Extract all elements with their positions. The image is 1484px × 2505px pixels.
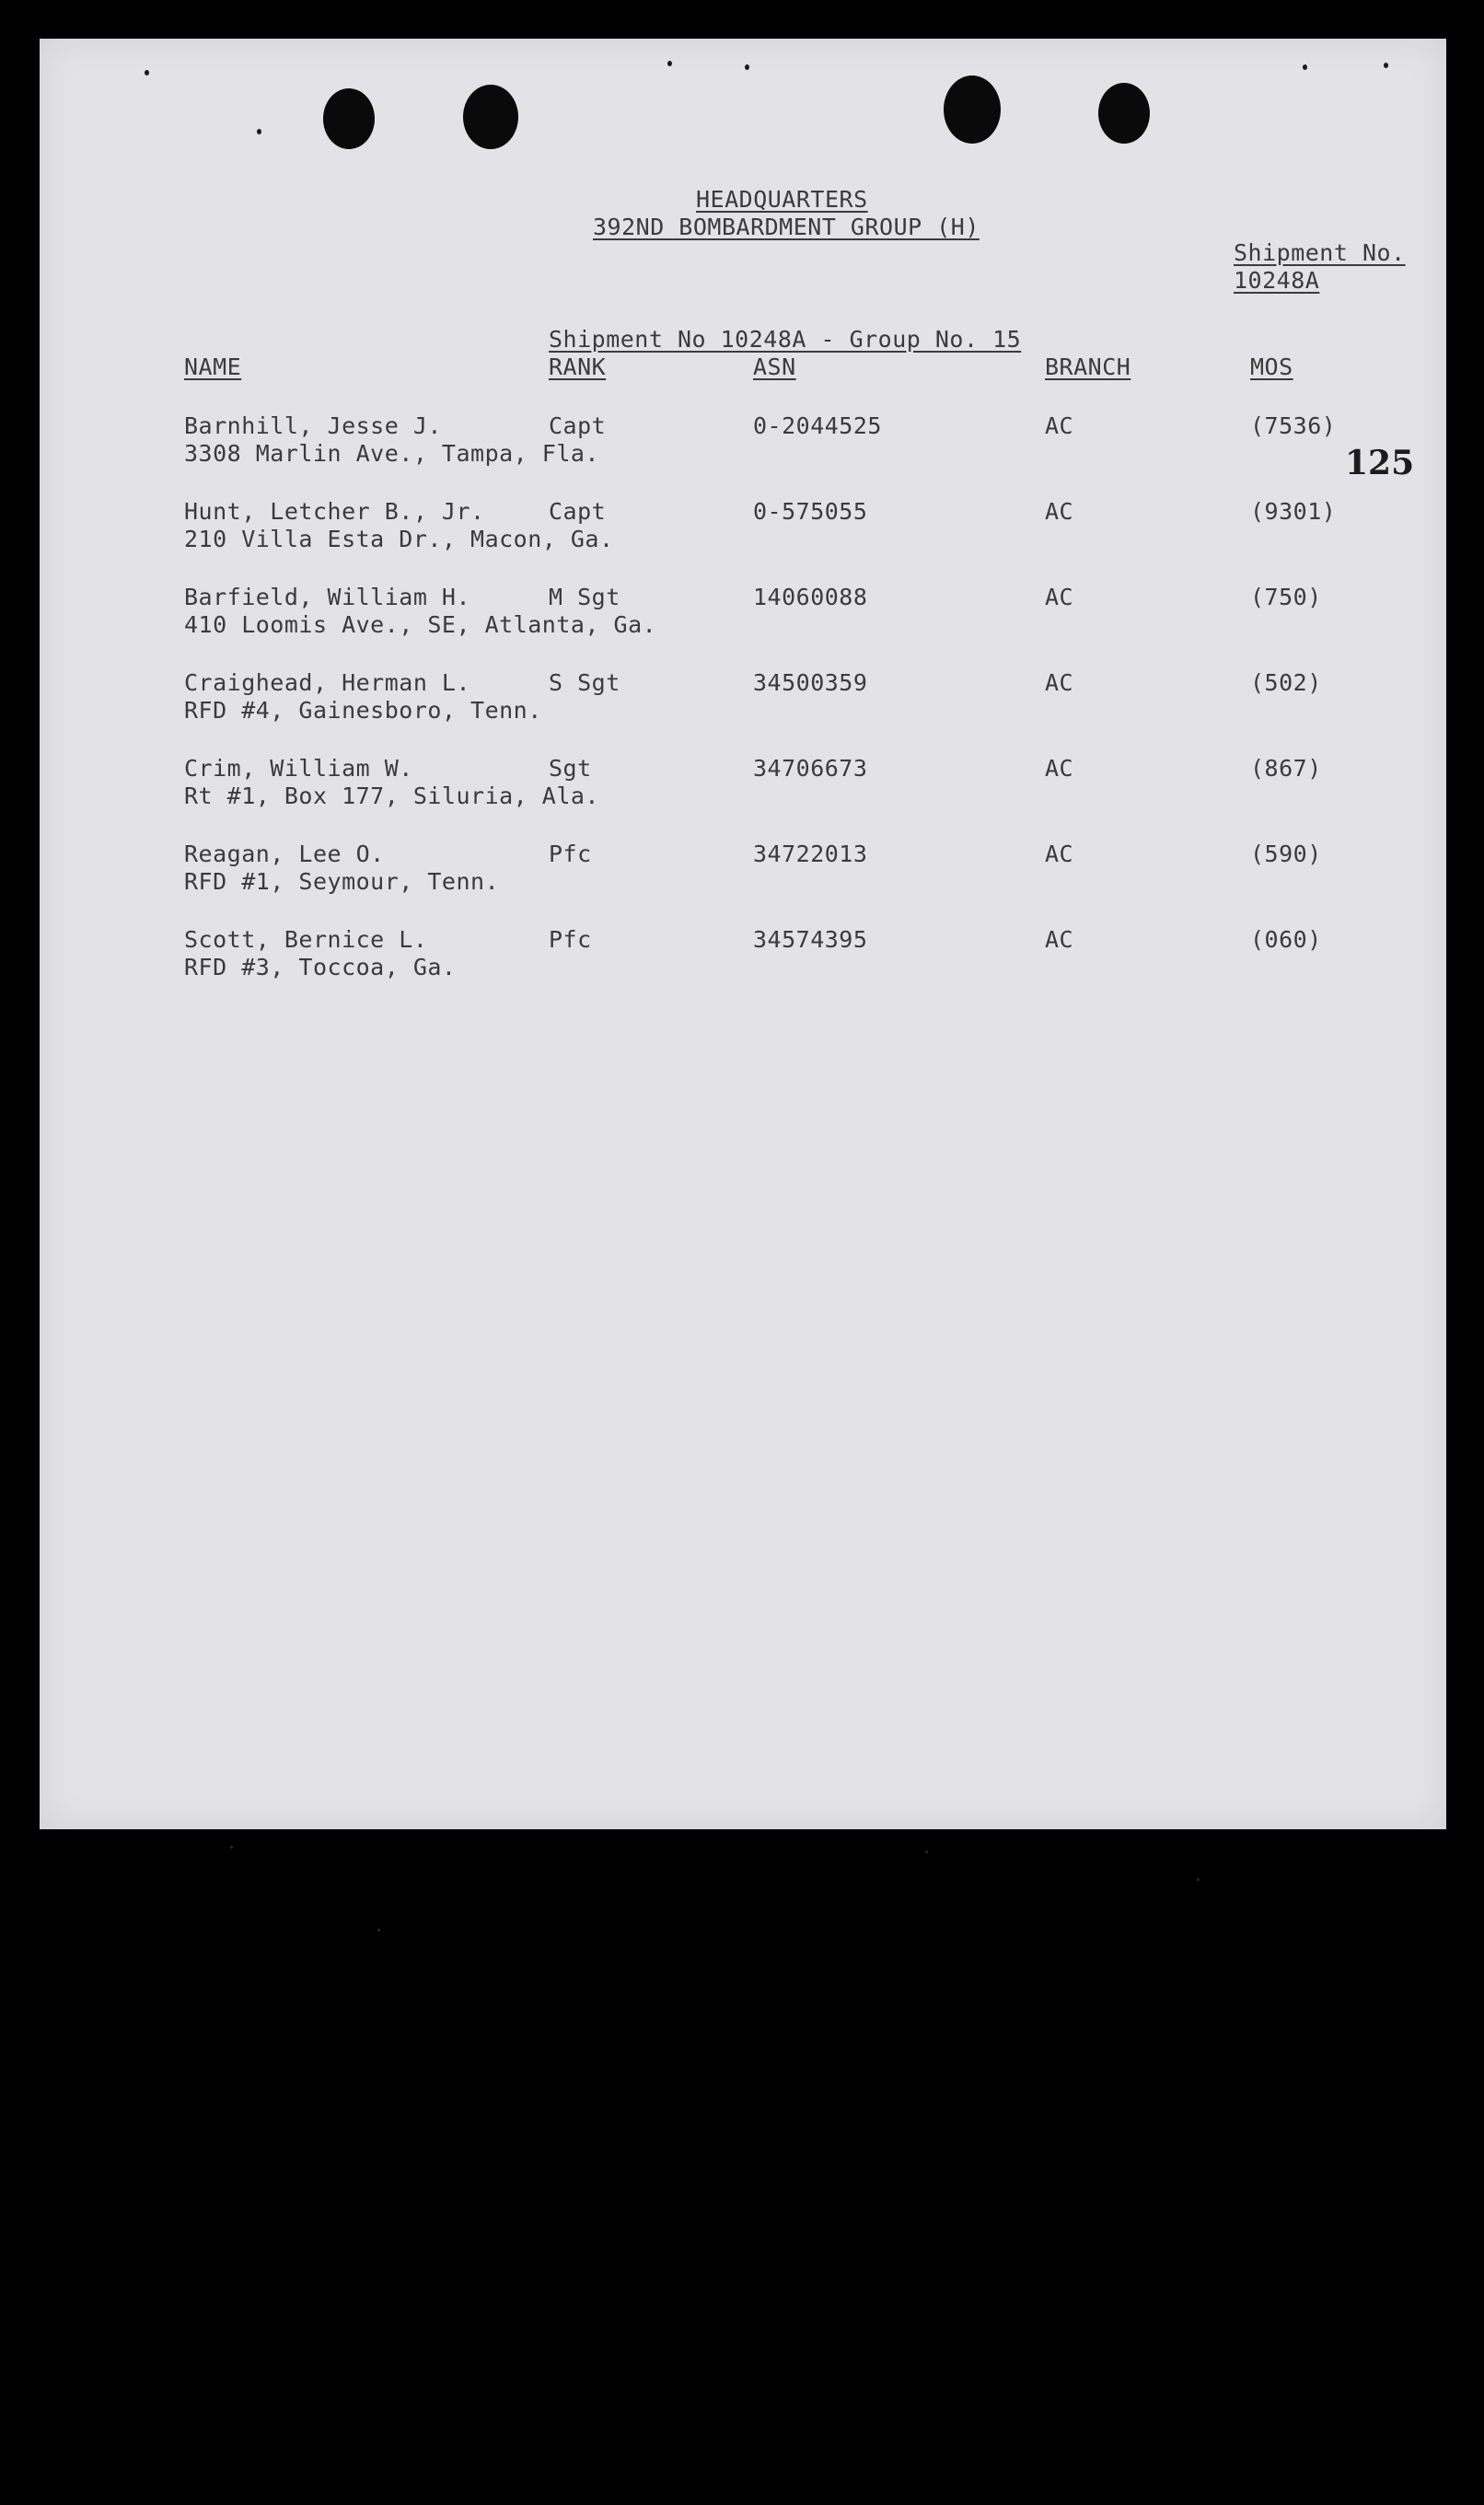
- cell-branch: AC: [1045, 498, 1074, 525]
- speck: [1303, 64, 1307, 70]
- cell-asn: 0-575055: [753, 498, 868, 525]
- cell-asn: 34500359: [753, 669, 868, 696]
- col-header-asn: ASN: [753, 354, 796, 380]
- cell-asn: 0-2044525: [753, 412, 882, 439]
- speck: [667, 61, 672, 66]
- cell-mos: (7536): [1250, 412, 1337, 439]
- cell-asn: 34574395: [753, 926, 868, 953]
- cell-asn: 34722013: [753, 841, 868, 867]
- cell-name: Craighead, Herman L.: [184, 669, 471, 696]
- cell-address: 210 Villa Esta Dr., Macon, Ga.: [184, 526, 614, 552]
- cell-mos: (590): [1250, 841, 1322, 867]
- cell-branch: AC: [1045, 755, 1074, 782]
- cell-name: Hunt, Letcher B., Jr.: [184, 498, 485, 525]
- cell-name: Scott, Bernice L.: [184, 926, 428, 953]
- col-header-name: NAME: [184, 354, 242, 380]
- speck: [145, 70, 149, 75]
- cell-branch: AC: [1045, 841, 1074, 867]
- speck: [257, 129, 261, 134]
- cell-asn: 34706673: [753, 755, 868, 782]
- cell-rank: Capt: [549, 412, 607, 439]
- cell-rank: M Sgt: [549, 584, 620, 610]
- shipment-subtitle: Shipment No 10248A - Group No. 15: [549, 326, 1022, 353]
- col-header-mos: MOS: [1250, 354, 1293, 380]
- punch-hole: [463, 85, 518, 149]
- cell-rank: Capt: [549, 498, 607, 525]
- cell-rank: Pfc: [549, 926, 592, 953]
- cell-name: Crim, William W.: [184, 755, 413, 782]
- cell-branch: AC: [1045, 669, 1074, 696]
- cell-branch: AC: [1045, 412, 1074, 439]
- header-line1: HEADQUARTERS: [696, 186, 868, 213]
- cell-address: RFD #4, Gainesboro, Tenn.: [184, 697, 542, 724]
- speck: [1384, 63, 1388, 68]
- document-page: [40, 39, 1446, 1829]
- cell-name: Reagan, Lee O.: [184, 841, 385, 867]
- cell-address: 410 Loomis Ave., SE, Atlanta, Ga.: [184, 611, 657, 638]
- cell-address: RFD #1, Seymour, Tenn.: [184, 868, 500, 895]
- cell-address: Rt #1, Box 177, Siluria, Ala.: [184, 783, 599, 809]
- cell-mos: (9301): [1250, 498, 1337, 525]
- cell-branch: AC: [1045, 584, 1074, 610]
- cell-rank: Sgt: [549, 755, 592, 782]
- punch-hole: [1098, 83, 1150, 144]
- speck: [745, 64, 749, 70]
- shipment-label: Shipment No.: [1234, 239, 1406, 266]
- cell-mos: (060): [1250, 926, 1322, 953]
- cell-mos: (750): [1250, 584, 1322, 610]
- punch-hole: [944, 75, 1001, 144]
- cell-rank: Pfc: [549, 841, 592, 867]
- cell-address: RFD #3, Toccoa, Ga.: [184, 954, 457, 980]
- cell-rank: S Sgt: [549, 669, 620, 696]
- cell-name: Barnhill, Jesse J.: [184, 412, 442, 439]
- page-number-stamp: 125: [1345, 444, 1415, 482]
- shipment-number: 10248A: [1234, 267, 1320, 294]
- cell-name: Barfield, William H.: [184, 584, 471, 610]
- cell-address: 3308 Marlin Ave., Tampa, Fla.: [184, 440, 599, 467]
- cell-mos: (502): [1250, 669, 1322, 696]
- cell-branch: AC: [1045, 926, 1074, 953]
- col-header-rank: RANK: [549, 354, 607, 380]
- punch-hole: [323, 88, 375, 149]
- col-header-branch: BRANCH: [1045, 354, 1131, 380]
- cell-mos: (867): [1250, 755, 1322, 782]
- header-line2: 392ND BOMBARDMENT GROUP (H): [593, 214, 980, 240]
- cell-asn: 14060088: [753, 584, 868, 610]
